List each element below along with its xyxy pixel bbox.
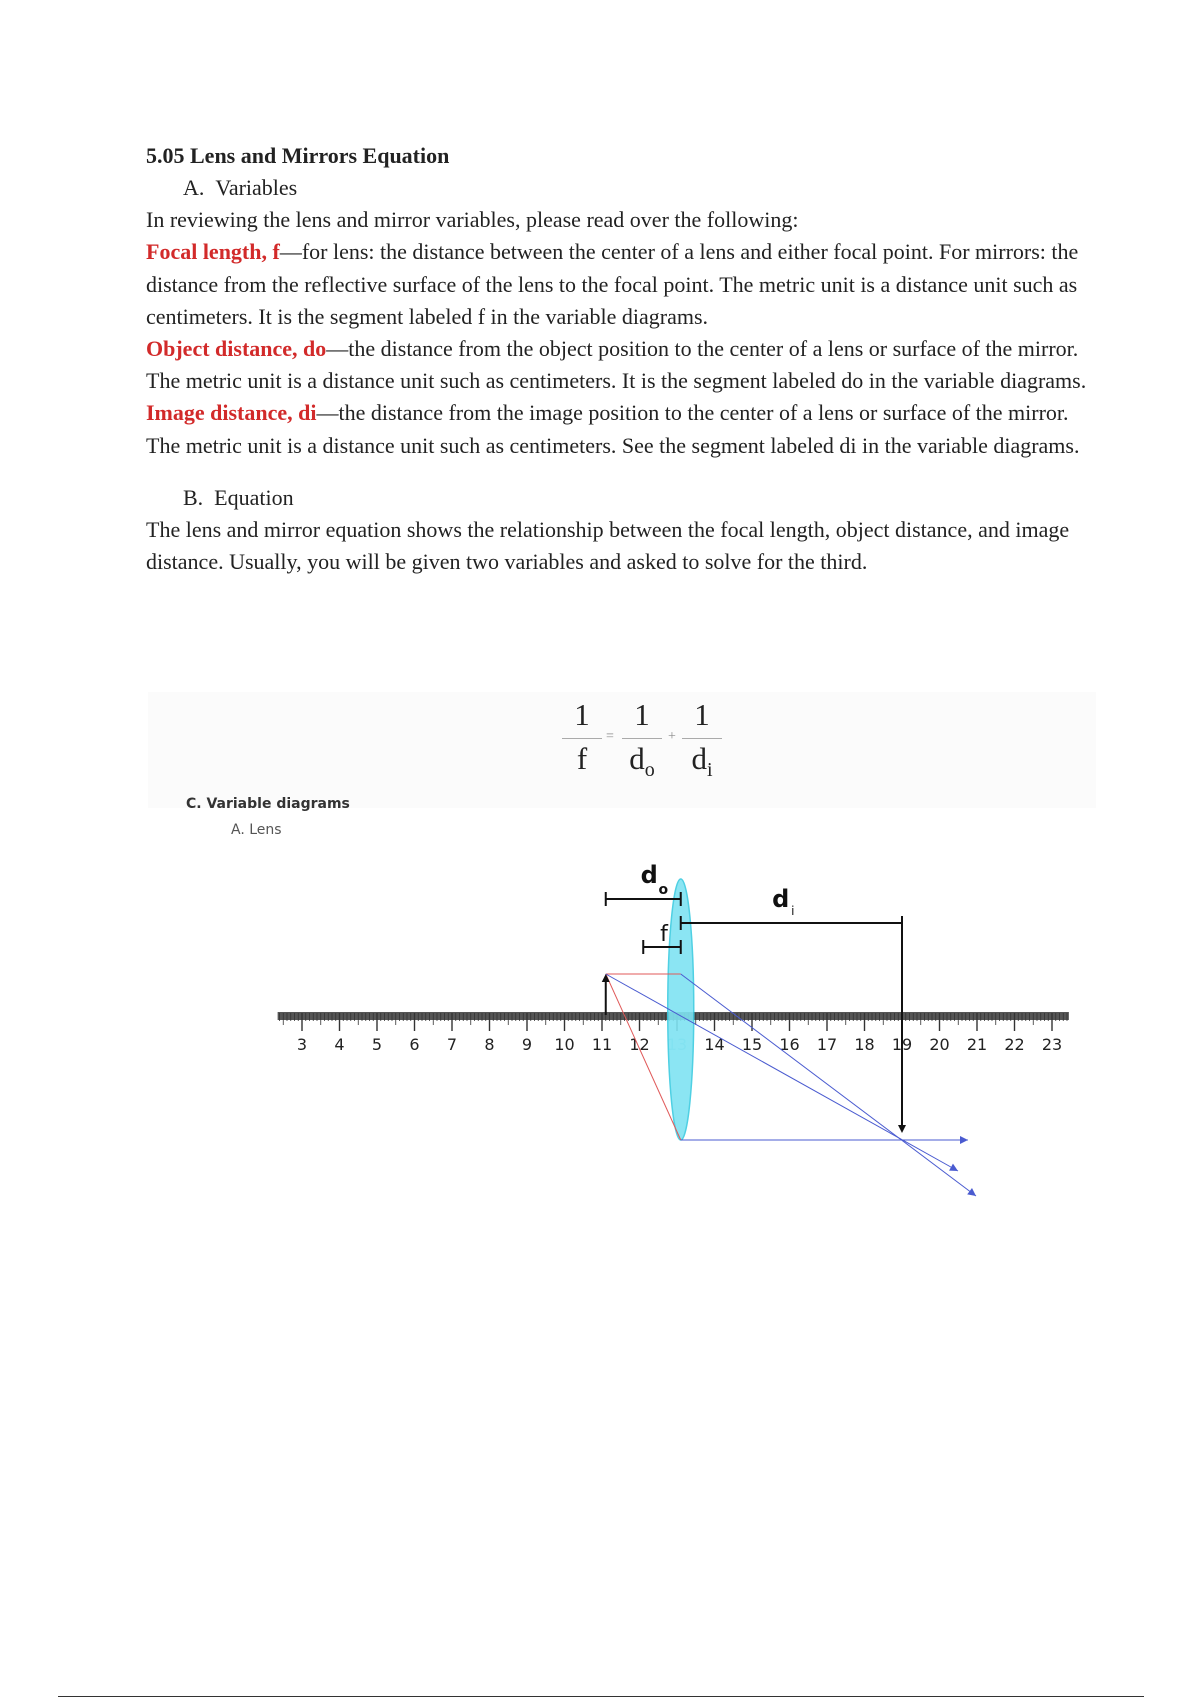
ruler-tick-label: 3 [296, 1035, 308, 1054]
ray-blue-through-center [606, 974, 958, 1171]
ruler-tick-label: 23 [1041, 1035, 1063, 1054]
denominator-subscript: i [706, 759, 713, 782]
definition-object-distance-text: —the distance from the object position to the center of a lens or surface of the mirror. The metric unit is a distance unit such as centimeters. It is the segment labeled do in the variable diagrams. [146, 336, 1087, 394]
label-di: d [772, 885, 790, 913]
denominator-base: d [691, 741, 707, 776]
ray-blue-arrowhead [960, 1136, 968, 1144]
ray-blue-refracted-top [681, 974, 976, 1196]
ruler-tick-label: 18 [854, 1035, 875, 1054]
label-do-subscript: o [658, 882, 669, 898]
term-focal-length: Focal length, f [146, 239, 280, 265]
equals-sign: = [606, 729, 614, 744]
ray-blue-arrowhead [967, 1188, 976, 1196]
ruler-tick-label: 20 [929, 1035, 950, 1054]
ruler-tick-label: 5 [371, 1035, 383, 1054]
ruler-tick-label: 6 [409, 1035, 420, 1054]
definition-image-distance-text: —the distance from the image position to the center of a lens or surface of the mirror. The metric unit is a distance unit such as centimeters. See the segment labeled di in the variable diagrams. [146, 400, 1080, 458]
section-a-intro: In reviewing the lens and mirror variables, please read over the following: [146, 207, 799, 233]
footer-rule [58, 1696, 1144, 1697]
ruler-tick-label: 15 [741, 1035, 763, 1054]
section-c-sub-label: A. Lens [231, 822, 282, 838]
ruler-tick-label: 22 [1004, 1035, 1025, 1054]
ruler-tick-label: 11 [591, 1035, 613, 1054]
page-title: 5.05 Lens and Mirrors Equation [146, 143, 450, 168]
plus-sign: + [668, 729, 676, 744]
ruler-tick-label: 12 [629, 1035, 650, 1054]
denominator-base: f [576, 741, 588, 776]
denominator-base: d [629, 741, 645, 776]
ruler-tick-label: 17 [816, 1035, 838, 1054]
denominator-subscript: o [644, 759, 655, 782]
label-di-subscript: i [791, 904, 795, 918]
ruler-tick-label: 9 [521, 1035, 533, 1054]
label-f: f [660, 922, 668, 947]
image-arrowhead [898, 1125, 906, 1133]
term-image-distance: Image distance, di [146, 400, 317, 426]
ruler-tick-label: 14 [704, 1035, 725, 1054]
ruler-tick-label: 4 [334, 1035, 345, 1054]
term-object-distance: Object distance, do [146, 336, 327, 362]
numerator: 1 [634, 697, 650, 732]
ruler-tick-label: 16 [779, 1035, 800, 1054]
ruler-tick-label: 21 [966, 1035, 988, 1054]
ruler-tick-label: 19 [891, 1035, 913, 1054]
ruler-tick-label: 7 [446, 1035, 458, 1054]
ruler-tick-label: 8 [484, 1035, 495, 1054]
numerator: 1 [574, 697, 590, 732]
label-do: d [640, 861, 658, 889]
section-c-label: C. Variable diagrams [186, 796, 350, 812]
numerator: 1 [694, 697, 710, 732]
ruler-tick-label: 10 [554, 1035, 575, 1054]
section-b-text: The lens and mirror equation shows the relationship between the focal length, object distance, and image distance. Usually, you will be given two variables and asked to solve for the third. [146, 517, 1070, 575]
section-b-label: B. Equation [183, 484, 294, 510]
section-a-label: A. Variables [183, 175, 298, 200]
definition-focal-length-text: —for lens: the distance between the center of a lens and either focal point. For mirrors: the distance from the reflective surface of the lens to the focal point. The metric unit is a distance unit such as centimeters. It is the segment labeled f in the variable diagrams. [146, 239, 1079, 329]
